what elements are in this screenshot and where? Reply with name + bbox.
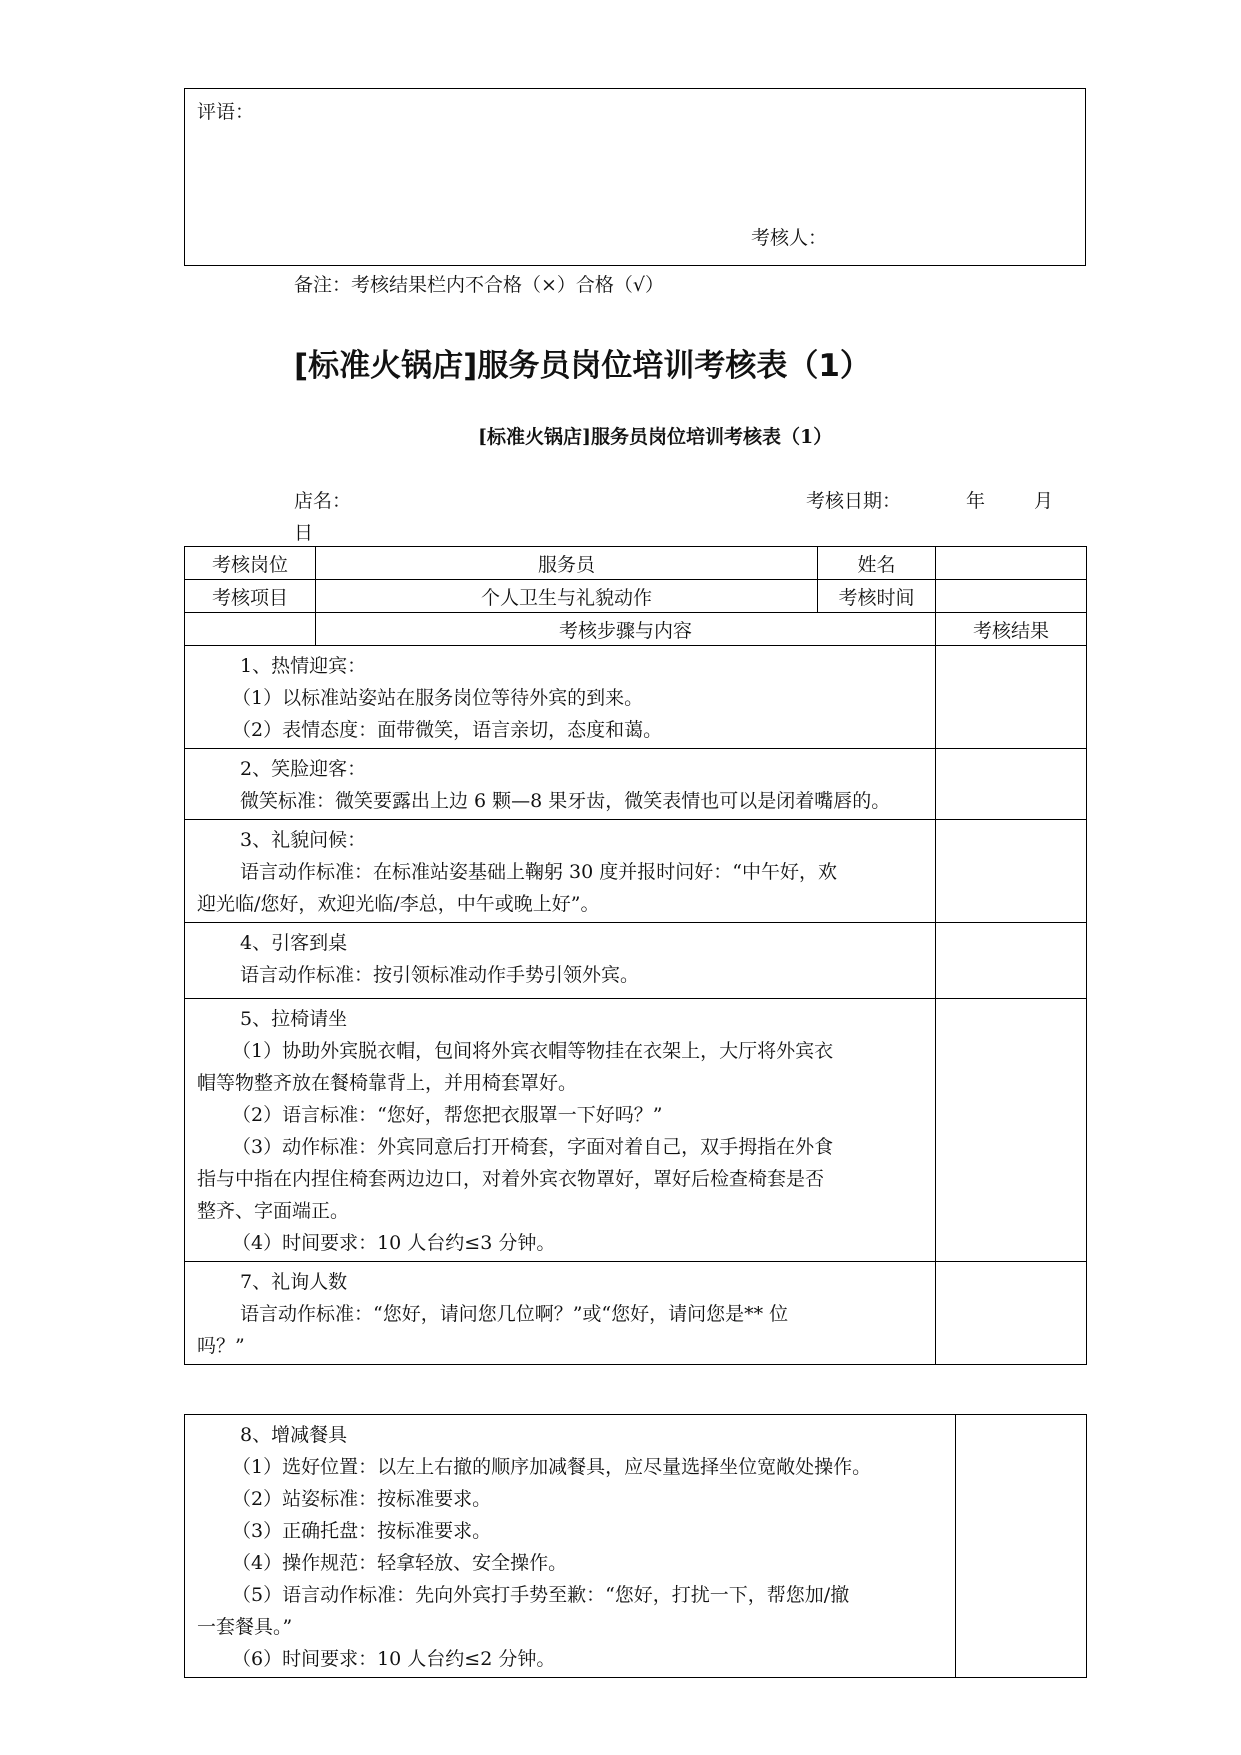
step-line: （3）正确托盘：按标准要求。 bbox=[232, 1520, 492, 1542]
step-line: 微笑标准：微笑要露出上边 6 颗—8 果牙齿，微笑表情也可以是闭着嘴唇的。 bbox=[240, 790, 891, 812]
comment-box bbox=[184, 88, 1086, 266]
table-row bbox=[185, 580, 1087, 613]
result-cell bbox=[936, 999, 1087, 1262]
item-label: 考核项目 bbox=[185, 580, 316, 613]
step-content bbox=[185, 646, 936, 749]
assessment-table-continued bbox=[184, 1414, 1087, 1678]
step-line: （4）操作规范：轻拿轻放、安全操作。 bbox=[232, 1552, 568, 1574]
step-row-2 bbox=[185, 749, 1087, 820]
table-row bbox=[185, 613, 1087, 646]
name-label: 姓名 bbox=[818, 547, 936, 580]
step-line: （1）协助外宾脱衣帽，包间将外宾衣帽等物挂在衣架上，大厅将外宾衣 bbox=[232, 1040, 834, 1062]
remark-note: 备注：考核结果栏内不合格（×）合格（√） bbox=[294, 274, 665, 296]
step-row-1 bbox=[185, 646, 1087, 749]
comment-label: 评语： bbox=[197, 101, 255, 123]
month-label: 月 bbox=[1034, 490, 1054, 512]
step-title: 7、礼询人数 bbox=[240, 1271, 348, 1293]
step-line: （1）以标准站姿站在服务岗位等待外宾的到来。 bbox=[232, 687, 644, 709]
step-content bbox=[185, 923, 936, 999]
step-content bbox=[185, 749, 936, 820]
result-cell bbox=[936, 820, 1087, 923]
step-line: （4）时间要求：10 人台约≤3 分钟。 bbox=[232, 1232, 556, 1254]
post-value: 服务员 bbox=[316, 547, 818, 580]
step-line: （1）选好位置：以左上右撤的顺序加减餐具，应尽量选择坐位宽敞处操作。 bbox=[232, 1456, 872, 1478]
step-content bbox=[185, 1262, 936, 1365]
step-line: 指与中指在内捏住椅套两边边口，对着外宾衣物罩好，罩好后检查椅套是否 bbox=[197, 1168, 825, 1190]
step-line: （2）表情态度：面带微笑，语言亲切，态度和蔼。 bbox=[232, 719, 663, 741]
step-line: （5）语言动作标准：先向外宾打手势至歉：“您好，打扰一下，帮您加/撤 bbox=[232, 1584, 850, 1606]
time-value-cell bbox=[936, 580, 1087, 613]
step-line: 吗？” bbox=[197, 1335, 245, 1357]
blank-cell bbox=[185, 613, 316, 646]
step-title: 3、礼貌问候： bbox=[240, 829, 367, 851]
step-line: （2）语言标准：“您好，帮您把衣服罩一下好吗？” bbox=[232, 1104, 663, 1126]
step-title: 2、笑脸迎客： bbox=[240, 758, 367, 780]
assessor-label: 考核人： bbox=[751, 227, 828, 249]
item-value: 个人卫生与礼貌动作 bbox=[316, 580, 818, 613]
assessment-table bbox=[184, 546, 1087, 1365]
step-line: 整齐、字面端正。 bbox=[197, 1200, 350, 1222]
step-title: 8、增减餐具 bbox=[240, 1424, 348, 1446]
result-cell bbox=[936, 646, 1087, 749]
page-title: [标准火锅店]服务员岗位培训考核表（1） bbox=[294, 348, 871, 384]
step-line: （3）动作标准：外宾同意后打开椅套，字面对着自己，双手拇指在外食 bbox=[232, 1136, 834, 1158]
step-line: 语言动作标准：按引领标准动作手势引领外宾。 bbox=[240, 964, 640, 986]
step-content bbox=[185, 1415, 956, 1678]
year-label: 年 bbox=[966, 490, 986, 512]
store-name-label: 店名： bbox=[294, 490, 352, 512]
day-label: 日 bbox=[294, 522, 314, 544]
step-line: 一套餐具。” bbox=[197, 1616, 293, 1638]
result-cell bbox=[956, 1415, 1087, 1678]
post-label: 考核岗位 bbox=[185, 547, 316, 580]
page-subtitle: [标准火锅店]服务员岗位培训考核表（1） bbox=[478, 426, 833, 448]
step-content bbox=[185, 820, 936, 923]
step-row-4 bbox=[185, 923, 1087, 999]
step-line: 语言动作标准：在标准站姿基础上鞠躬 30 度并报时问好：“中午好，欢 bbox=[240, 861, 837, 883]
step-content bbox=[185, 999, 936, 1262]
step-title: 5、拉椅请坐 bbox=[240, 1008, 348, 1030]
result-header: 考核结果 bbox=[936, 613, 1087, 646]
name-value-cell bbox=[936, 547, 1087, 580]
step-row-8 bbox=[185, 1415, 1087, 1678]
step-title: 1、热情迎宾： bbox=[240, 655, 367, 677]
result-cell bbox=[936, 749, 1087, 820]
step-line: （2）站姿标准：按标准要求。 bbox=[232, 1488, 492, 1510]
step-row-3 bbox=[185, 820, 1087, 923]
step-line: 语言动作标准：“您好，请问您几位啊？”或“您好，请问您是** 位 bbox=[240, 1303, 789, 1325]
step-line: 迎光临/您好，欢迎光临/李总，中午或晚上好”。 bbox=[197, 893, 600, 915]
steps-header: 考核步骤与内容 bbox=[316, 613, 936, 646]
time-label: 考核时间 bbox=[818, 580, 936, 613]
step-line: 帽等物整齐放在餐椅靠背上，并用椅套罩好。 bbox=[197, 1072, 578, 1094]
result-cell bbox=[936, 1262, 1087, 1365]
step-row-7 bbox=[185, 1262, 1087, 1365]
result-cell bbox=[936, 923, 1087, 999]
step-row-5 bbox=[185, 999, 1087, 1262]
step-title: 4、引客到桌 bbox=[240, 932, 348, 954]
assessment-date-label: 考核日期： bbox=[806, 490, 902, 512]
table-row bbox=[185, 547, 1087, 580]
step-line: （6）时间要求：10 人台约≤2 分钟。 bbox=[232, 1648, 556, 1670]
